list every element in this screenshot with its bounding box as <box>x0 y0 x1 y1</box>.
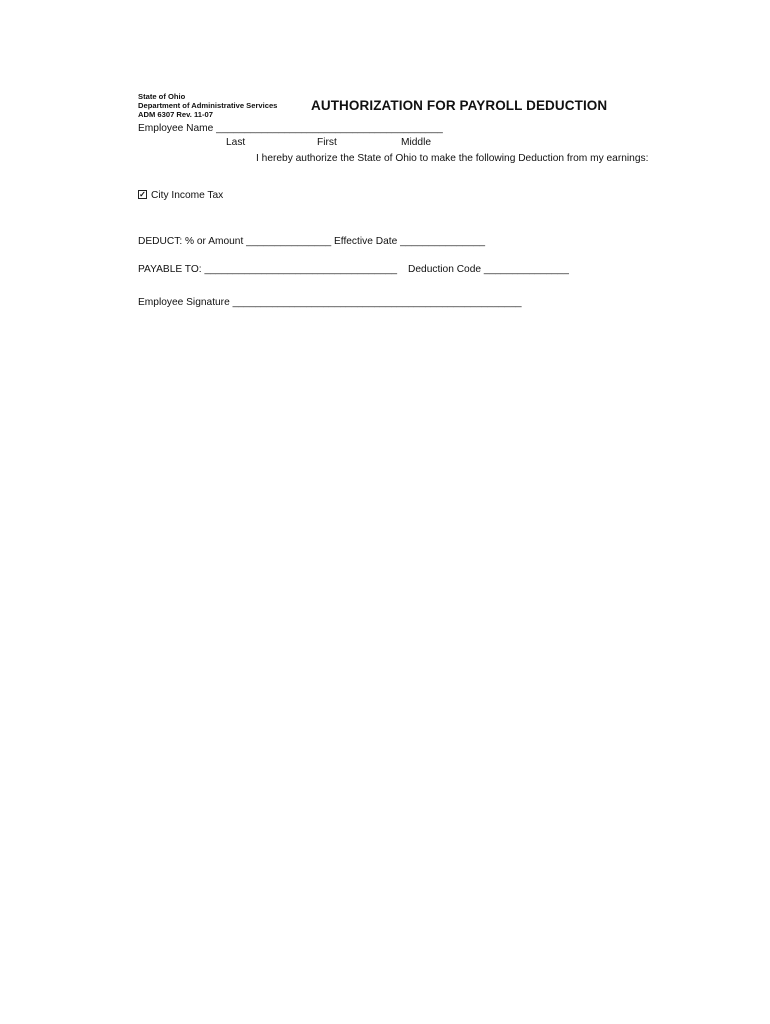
payable-to-field[interactable]: __________________________________ <box>204 264 398 275</box>
deduction-code-label: Deduction Code <box>408 264 482 275</box>
form-id: ADM 6307 Rev. 11-07 <box>138 110 213 119</box>
employee-name-row <box>138 123 443 134</box>
form-header-block <box>138 92 277 119</box>
name-sub-last: Last <box>226 137 246 148</box>
city-income-tax-label: City Income Tax <box>151 190 224 201</box>
city-income-tax-checkbox[interactable] <box>138 190 147 199</box>
deduct-row: DEDUCT: % or Amount _______________ <box>138 236 332 247</box>
name-sub-first: First <box>317 137 337 148</box>
effective-date-row <box>334 236 485 247</box>
payable-to-row <box>138 264 397 275</box>
signature-row <box>138 297 522 308</box>
deduction-code-field[interactable]: _______________ <box>483 264 569 275</box>
name-sub-middle: Middle <box>401 137 432 148</box>
effective-date-field[interactable]: _______________ <box>400 236 486 247</box>
deduction-code-row <box>408 264 569 275</box>
employee-name-label: Employee Name <box>138 123 214 134</box>
deduct-amount-field[interactable]: _____________ <box>246 236 320 247</box>
form-title: AUTHORIZATION FOR PAYROLL DEDUCTION <box>311 98 608 113</box>
checkmark-icon: ✓ <box>139 189 146 199</box>
agency-department: Department of Administrative Services <box>138 101 278 110</box>
payable-to-label: PAYABLE TO: <box>138 264 202 275</box>
authorization-statement: I hereby authorize the State of Ohio to make the following Deduction from my earnings: <box>256 153 649 164</box>
employee-signature-field[interactable]: ___________________________________________________ <box>232 297 522 308</box>
employee-name-field[interactable]: ________________________________________ <box>216 123 443 134</box>
effective-date-label: Effective Date <box>334 236 398 247</box>
agency-state: State of Ohio <box>138 92 186 101</box>
deduct-label: DEDUCT: % or Amount <box>138 236 244 247</box>
employee-signature-label: Employee Signature <box>138 297 230 308</box>
